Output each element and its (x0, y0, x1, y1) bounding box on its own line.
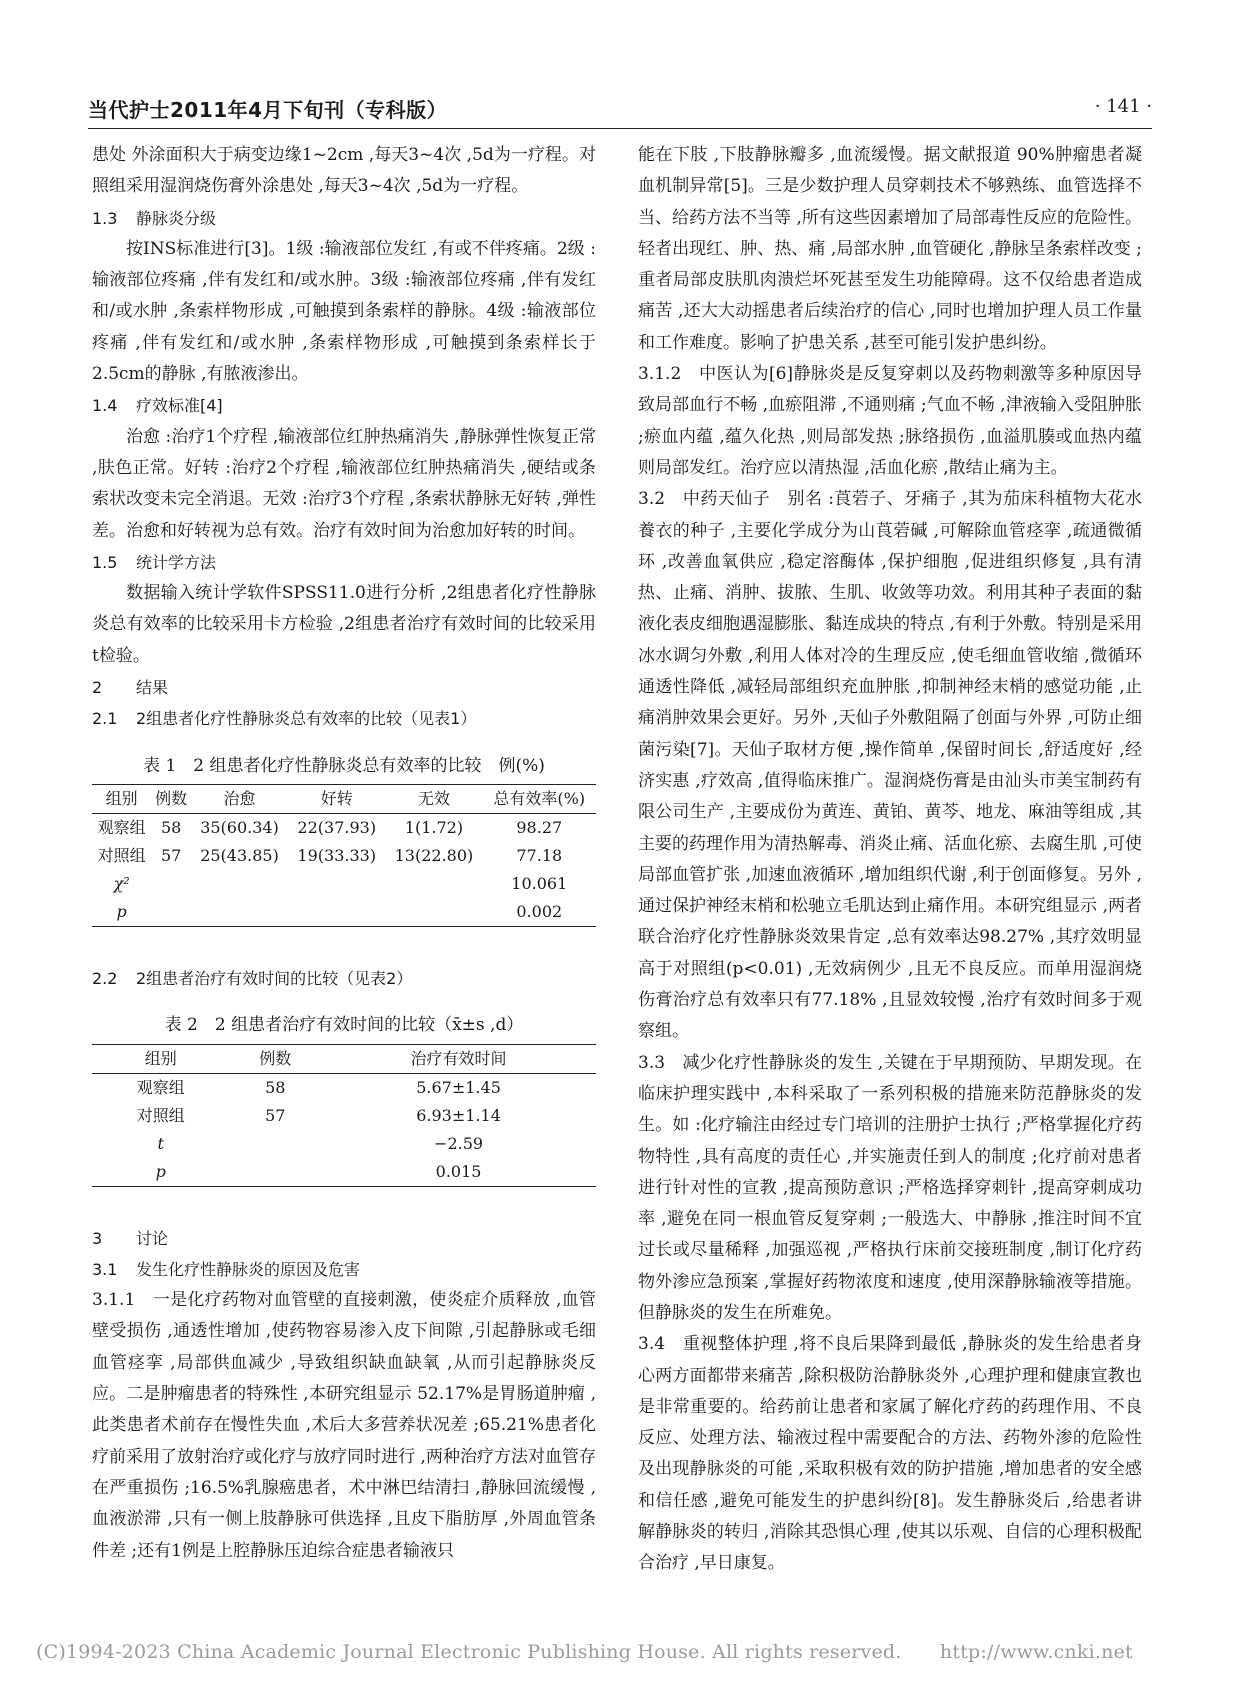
table-row (92, 898, 596, 927)
table-cell: 对照组 (136, 1105, 185, 1125)
table-cell (151, 870, 191, 898)
column-header: 组别 (92, 784, 151, 813)
table-cell: 对照组 (97, 845, 146, 865)
table-cell (385, 870, 482, 898)
section-heading (92, 703, 596, 734)
right-column (638, 140, 1142, 1580)
running-header (88, 88, 1152, 129)
table-1 (92, 784, 596, 927)
table-cell: 6.93±1.14 (416, 1105, 501, 1125)
table-cell: 77.18 (516, 845, 563, 865)
section-number: 1.5 (92, 552, 118, 572)
column-header: 好转 (288, 784, 385, 813)
section-title: 疗效标准[4] (136, 396, 223, 416)
section-title: 结果 (136, 678, 169, 698)
table-caption: 表 1 2 组患者化疗性静脉炎总有效率的比较 例(%) (143, 755, 545, 776)
column-header: 例数 (151, 784, 191, 813)
table-cell: p (92, 1158, 229, 1187)
section-title: 2组患者化疗性静脉炎总有效率的比较（见表1） (136, 709, 477, 729)
left-column (92, 140, 596, 1567)
table-cell: 22(37.93) (297, 817, 377, 837)
table-cell: 57 (160, 845, 182, 865)
table-cell: 0.015 (321, 1158, 596, 1187)
table-cell: 58 (265, 1077, 286, 1097)
table-cell: 25(43.85) (200, 845, 279, 865)
table-cell: 13(22.80) (394, 845, 474, 865)
table-cell (385, 898, 482, 927)
table-cell: 57 (265, 1105, 286, 1125)
table-cell: t (157, 1133, 164, 1153)
section-heading (92, 203, 596, 234)
paragraph: 3.1.2 中医认为[6]静脉炎是反复穿刺以及药物刺激等多种原因导致局部血行不畅 ,血瘀阻滞 ,不通则痛 ;气血不畅 ,津液输入受阻肿胀 ;瘀血内蕴 ,蕴久化热 ,则局部发热 ;脉络损伤 ,血溢肌腠或血热内蕴则局部发红。治疗应以清热湿 ,活血化瘀 ,散结止痛为主。 (638, 364, 1142, 478)
table-cell (288, 898, 385, 927)
section-number: 1.4 (92, 396, 118, 416)
column-header: 总有效率(%) (483, 784, 596, 813)
table-cell: 5.67±1.45 (416, 1077, 501, 1097)
table-cell: 观察组 (97, 817, 146, 837)
copyright-footer: (C)1994-2023 China Academic Journal Electronic Publishing House. All rights reserved. http://www.cnki.net (36, 1641, 1133, 1663)
table-cell: 35(60.34) (200, 817, 279, 837)
section-number: 3 (92, 1228, 103, 1248)
table-cell (229, 1130, 321, 1158)
table-row (92, 1073, 596, 1102)
table-2 (92, 1044, 596, 1187)
column-header: 治疗有效时间 (321, 1044, 596, 1073)
section-title: 静脉炎分级 (136, 208, 217, 228)
table-cell: 10.061 (511, 873, 568, 893)
paragraph: 3.1.1 一是化疗药物对血管壁的直接刺激，使炎症介质释放 ,血管壁受损伤 ,通透性增加 ,使药物容易渗入皮下间隙 ,引起静脉或毛细血管痉挛 ,局部供血减少 ,导致组织缺血缺氧 ,从而引起静脉炎反应。二是肿瘤患者的特殊性 ,本研究组显示 52.17%是胃肠道肿瘤 ,此类患者术前存在慢性失血 ,术后大多营养状况差 ;65.21%患者化疗前采用了放射治疗或化疗与放疗同时进行 ,两种治疗方法对血管存在严重损伤 ;16.5%乳腺癌患者，术中淋巴结清扫 ,静脉回流缓慢 ,血液淤滞 ,只有一侧上肢静脉可供选择 ,且皮下脂肪厚 ,外周血管条件差 ;还有1例是上腔静脉压迫综合症患者输液只 (92, 1290, 596, 1561)
table-header-row (92, 784, 596, 813)
section-number: 3.1 (92, 1259, 118, 1279)
section-title: 统计学方法 (136, 552, 217, 572)
section-title: 发生化疗性静脉炎的原因及危害 (136, 1259, 361, 1279)
paragraph: 治愈 :治疗1个疗程 ,输液部位红肿热痛消失 ,静脉弹性恢复正常 ,肤色正常。好转 :治疗2个疗程 ,输液部位红肿热痛消失 ,硬结或条索状改变未完全消退。无效 :治疗3个疗程 ,条索状静脉无好转 ,弹性差。治愈和好转视为总有效。治疗有效时间为治愈加好转的时间。 (92, 426, 596, 541)
table-row (92, 1102, 596, 1130)
section-title: 讨论 (136, 1228, 169, 1248)
table-cell: 0.002 (483, 898, 596, 927)
table-cell: 98.27 (516, 817, 563, 837)
table-cell (191, 870, 288, 898)
page-number: · 141 · (1094, 96, 1152, 117)
table-row (92, 842, 596, 870)
paragraph: 数据输入统计学软件SPSS11.0进行分析 ,2组患者化疗性静脉炎总有效率的比较采用卡方检验 ,2组患者治疗有效时间的比较采用t检验。 (92, 583, 596, 666)
column-header: 治愈 (191, 784, 288, 813)
table-cell: 58 (160, 817, 182, 837)
paragraph: 患处 外涂面积大于病变边缘1~2cm ,每天3~4次 ,5d为一疗程。对照组采用湿润烧伤膏外涂患处 ,每天3~4次 ,5d为一疗程。 (92, 145, 596, 197)
column-header: 例数 (229, 1044, 321, 1073)
table-caption: 表 2 2 组患者治疗有效时间的比较（x̄±s ,d） (164, 1015, 524, 1036)
section-title: 2组患者治疗有效时间的比较（见表2） (136, 968, 413, 988)
section-heading (92, 672, 596, 703)
paragraph: 3.3 减少化疗性静脉炎的发生 ,关键在于早期预防、早期发现。在临床护理实践中 ,本科采取了一系列积极的措施来防范静脉炎的发生。如 :化疗输注由经过专门培训的注册护士执行 ;严格掌握化疗药物特性 ,具有高度的责任心 ,并实施责任到人的制度 ;化疗前对患者进行针对性的宣教 ,提高预防意识 ;严格选择穿刺针 ,提高穿刺成功率 ,避免在同一根血管反复穿刺 ;一般选大、中静脉 ,推注时间不宜过长或尽量稀释 ,加强巡视 ,严格执行床前交接班制度 ,制订化疗药物外渗应急预案 ,掌握好药物浓度和速度 ,使用深静脉输液等措施。但静脉炎的发生在所难免。 (638, 1052, 1142, 1323)
table-cell: −2.59 (434, 1133, 484, 1153)
section-number: 2 (92, 678, 103, 698)
section-number: 1.3 (92, 208, 118, 228)
table-cell (229, 1158, 321, 1187)
table-cell: χ² (113, 873, 130, 893)
paragraph: 3.4 重视整体护理 ,将不良后果降到最低 ,静脉炎的发生给患者身心两方面都带来痛苦 ,除积极防治静脉炎外 ,心理护理和健康宣教也是非常重要的。给药前让患者和家属了解化疗药的药理作用、不良反应、处理方法、输液过程中需要配合的方法、药物外渗的危险性及出现静脉炎的可能 ,采取积极有效的防护措施 ,增加患者的安全感和信任感 ,避免可能发生的护患纠纷[8]。发生静脉炎后 ,给患者讲解静脉炎的转归 ,消除其恐惧心理 ,使其以乐观、自信的心理积极配合治疗 ,早日康复。 (638, 1334, 1142, 1574)
journal-title: 当代护士2011年4月下旬刊（专科版） (88, 98, 448, 122)
table-header-row (92, 1044, 596, 1073)
section-number: 2.2 (92, 968, 118, 988)
section-heading (92, 1223, 596, 1254)
table-cell: 观察组 (136, 1077, 185, 1097)
table-cell (191, 898, 288, 927)
section-heading (92, 1254, 596, 1285)
table-row (92, 1158, 596, 1187)
table-row (92, 813, 596, 842)
table-cell (151, 898, 191, 927)
column-header: 组别 (92, 1044, 229, 1073)
section-number: 2.1 (92, 709, 118, 729)
column-header: 无效 (385, 784, 482, 813)
section-heading (92, 547, 596, 578)
paragraph: 3.2 中药天仙子 别名 :莨菪子、牙痛子 ,其为茄床科植物大花水養衣的种子 ,主要化学成分为山莨菪碱 ,可解除血管痉挛 ,疏通微循环 ,改善血氧供应 ,稳定溶酶体 ,保护细胞 ,促进组织修复 ,具有清热、止痛、消肿、拔脓、生肌、收敛等功效。利用其种子表面的黏液化表皮细胞遇湿膨胀、黏连成块的特点 ,有利于外敷。特别是采用冰水调匀外敷 ,利用人体对冷的生理反应 ,使毛细血管收缩 ,微循环通透性降低 ,减轻局部组织充血肿胀 ,抑制神经末梢的感觉功能 ,止痛消肿效果会更好。另外 ,天仙子外敷阻隔了创面与外界 ,可防止细菌污染[7]。天仙子取材方便 ,操作简单 ,保留时间长 ,舒适度好 ,经济实惠 ,疗效高 ,值得临床推广。湿润烧伤膏是由汕头市美宝制药有限公司生产 ,主要成份为黄连、黄铂、黄芩、地龙、麻油等组成 ,其主要的药理作用为清热解毒、消炎止痛、活血化瘀、去腐生肌 ,可使局部血管扩张 ,加速血液循环 ,增加组织代谢 ,利于创面修复。另外 ,通过保护神经末梢和松驰立毛肌达到止痛作用。本研究组显示 ,两者联合治疗化疗性静脉炎效果肯定 ,总有效率达98.27% ,其疗效明显高于对照组(p<0.01) ,无效病例少 ,且无不良反应。而单用湿润烧伤膏治疗总有效率只有77.18% ,且显效较慢 ,治疗有效时间多于观察组。 (638, 489, 1142, 1042)
table-cell: 19(33.33) (297, 845, 377, 865)
table-row (92, 1130, 596, 1158)
table-cell: 1(1.72) (404, 817, 464, 837)
section-heading (92, 963, 596, 994)
table-cell: p (92, 898, 151, 927)
table-row (92, 870, 596, 898)
table-cell (288, 870, 385, 898)
paragraph: 能在下肢 ,下肢静脉瓣多 ,血流缓慢。据文献报道 90%肿瘤患者凝血机制异常[5]。三是少数护理人员穿刺技术不够熟练、血管选择不当、给药方法不当等 ,所有这些因素增加了局部毒性反应的危险性。轻者出现红、肿、热、痛 ,局部水肿 ,血管硬化 ,静脉呈条索样改变 ;重者局部皮肤肌肉溃烂坏死甚至发生功能障碍。这不仅给患者造成痛苦 ,还大大动摇患者后续治疗的信心 ,同时也增加护理人员工作量和工作难度。影响了护患关系 ,甚至可能引发护患纠纷。 (638, 145, 1142, 353)
section-heading (92, 390, 596, 421)
paragraph: 按INS标准进行[3]。1级 :输液部位发红 ,有或不伴疼痛。2级 :输液部位疼痛 ,伴有发红和/或水肿。3级 :输液部位疼痛 ,伴有发红和/或水肿 ,条索样物形成 ,可触摸到条索样的静脉。4级 :输液部位疼痛 ,伴有发红和/或水肿 ,条索样物形成 ,可触摸到条索样长于2.5cm的静脉 ,有脓液渗出。 (92, 238, 596, 385)
